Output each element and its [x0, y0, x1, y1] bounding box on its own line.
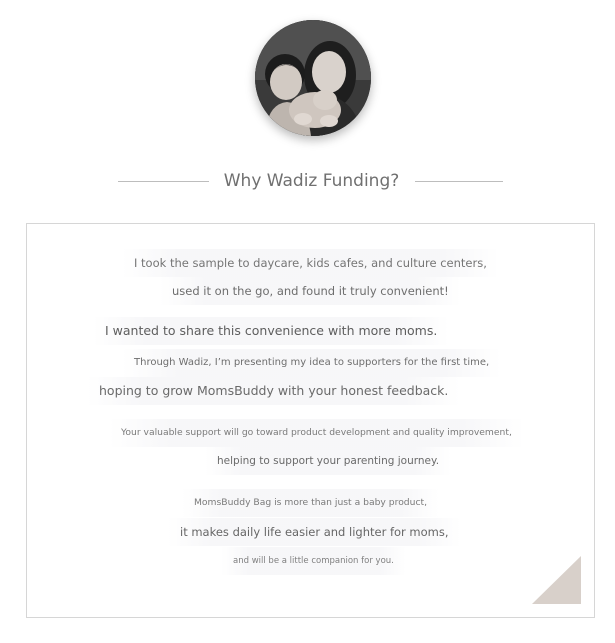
story-line: Through Wadiz, I’m presenting my idea to supporters for the first time,	[122, 349, 501, 377]
section-heading-row	[0, 168, 615, 194]
section-heading: Why Wadiz Funding?	[223, 171, 400, 191]
story-line: used it on the go, and found it truly convenient!	[160, 277, 461, 305]
story-line: and will be a little companion for you.	[221, 547, 406, 575]
heading-divider-right	[415, 181, 503, 182]
story-line: Your valuable support will go toward product development and quality improvement,	[109, 419, 524, 447]
story-line: I took the sample to daycare, kids cafes, and culture centers,	[122, 249, 499, 277]
story-card	[26, 223, 595, 618]
story-line: hoping to grow MomsBuddy with your honest feedback.	[87, 377, 460, 405]
story-line: MomsBuddy Bag is more than just a baby product,	[182, 489, 439, 517]
story-line: it makes daily life easier and lighter for moms,	[168, 518, 461, 546]
founder-photo-avatar	[255, 20, 371, 136]
mother-and-child-photo	[255, 20, 371, 136]
corner-triangle-decoration	[532, 556, 581, 604]
story-line: I wanted to share this convenience with more moms.	[93, 317, 449, 345]
story-line: helping to support your parenting journey.	[205, 447, 451, 475]
